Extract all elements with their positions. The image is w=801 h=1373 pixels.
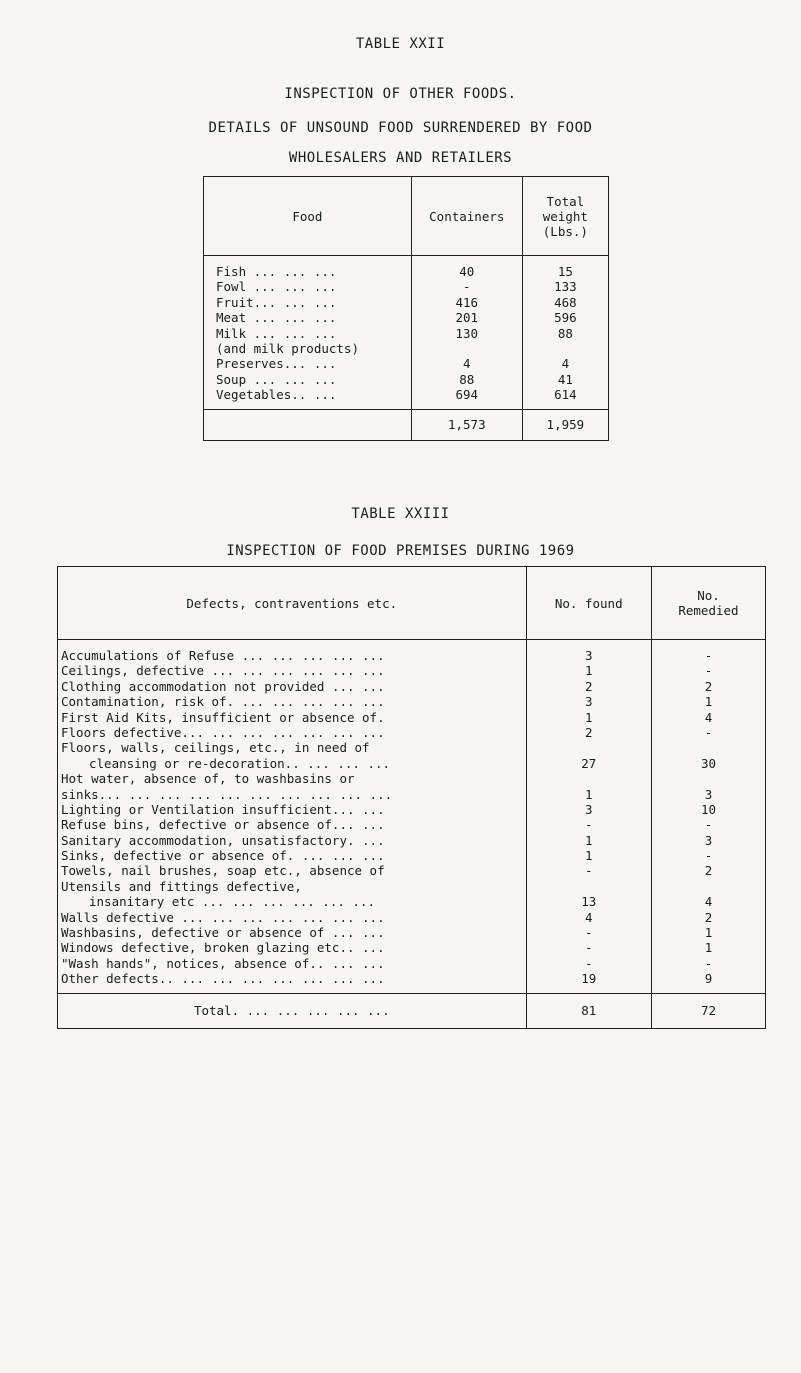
table23-subtitle: INSPECTION OF FOOD PREMISES DURING 1969 xyxy=(226,543,575,559)
remedied-column xyxy=(651,640,765,994)
table22-caption-line1: DETAILS OF UNSOUND FOOD SURRENDERED BY FOOD xyxy=(208,120,593,136)
found-cell: 2 xyxy=(584,724,593,740)
found-cell: - xyxy=(584,955,593,971)
table22-header-row xyxy=(204,177,609,256)
defect-cell: Ceilings, defective ... ... ... ... ... ... xyxy=(61,663,385,679)
defect-cell: Clothing accommodation not provided ... ... xyxy=(61,678,385,694)
defect-cell: Lighting or Ventilation insufficient... ... xyxy=(61,801,385,817)
header-no-remedied xyxy=(651,567,765,640)
weight-cell: 4 xyxy=(561,356,570,372)
table23-header-row xyxy=(58,567,766,640)
found-cell: 1 xyxy=(584,663,593,679)
containers-cell: 88 xyxy=(459,371,475,387)
remedied-cell xyxy=(652,771,765,786)
found-cell: 3 xyxy=(584,694,593,710)
food-cell: Preserves... ... xyxy=(216,356,337,372)
remedied-cell: 3 xyxy=(704,786,713,802)
remedied-cell: 2 xyxy=(704,909,713,925)
remedied-cell: - xyxy=(704,848,713,864)
header-no-remedied-line2: Remedied xyxy=(678,603,739,618)
weight-cell: 614 xyxy=(554,387,577,403)
found-cell: 1 xyxy=(584,832,593,848)
header-total-weight-line3: (Lbs.) xyxy=(542,223,588,239)
food-cell: Meat ... ... ... xyxy=(216,310,337,326)
defect-cell: Utensils and fittings defective, xyxy=(61,878,302,894)
defect-cell: "Wash hands", notices, absence of.. ... ... xyxy=(61,955,385,971)
containers-cell: 694 xyxy=(455,387,479,403)
remedied-cell: 4 xyxy=(704,894,713,910)
weight-cell: 596 xyxy=(554,310,577,326)
defect-cell: Refuse bins, defective or absence of... ... xyxy=(61,817,385,833)
remedied-cell: 10 xyxy=(700,801,716,817)
containers-cell: 40 xyxy=(459,264,475,279)
table22-subtitle: INSPECTION OF OTHER FOODS. xyxy=(284,86,517,102)
remedied-cell: - xyxy=(704,724,713,740)
containers-cell: 201 xyxy=(455,310,479,326)
total-weight: 1,959 xyxy=(522,409,608,440)
remedied-cell xyxy=(652,879,765,894)
remedied-cell: - xyxy=(704,648,713,663)
defect-cell: Walls defective ... ... ... ... ... ... ... xyxy=(61,909,385,925)
defect-cell: Hot water, absence of, to washbasins or xyxy=(61,771,355,787)
found-cell: - xyxy=(584,940,593,956)
containers-cell: - xyxy=(463,279,471,295)
containers-cell xyxy=(412,341,522,356)
food-cell: Milk ... ... ... xyxy=(216,325,337,341)
remedied-cell: - xyxy=(704,955,713,971)
weight-cell: 133 xyxy=(554,279,577,295)
header-total-weight xyxy=(522,177,608,256)
containers-column xyxy=(411,256,522,410)
header-no-found: No. found xyxy=(526,567,651,640)
remedied-cell: 3 xyxy=(704,832,713,848)
found-cell: 1 xyxy=(584,786,593,802)
found-cell: 27 xyxy=(581,755,597,771)
defect-cell: Accumulations of Refuse ... ... ... ... ... xyxy=(61,648,385,663)
found-column xyxy=(526,640,651,994)
food-cell: Fruit... ... ... xyxy=(216,294,337,310)
defect-cell: Floors, walls, ceilings, etc., in need of xyxy=(61,740,370,756)
food-column xyxy=(204,256,412,410)
header-no-remedied-line1: No. xyxy=(697,588,720,603)
food-cell: Fowl ... ... ... xyxy=(216,279,337,295)
header-total-weight-line2: weight xyxy=(542,208,588,224)
defect-cell: Windows defective, broken glazing etc.. ... xyxy=(61,940,385,956)
food-cell: Fish ... ... ... xyxy=(216,264,337,279)
food-premises-table xyxy=(57,566,766,1029)
defect-cell: First Aid Kits, insufficient or absence of. xyxy=(61,709,385,725)
found-cell: 2 xyxy=(584,678,593,694)
remedied-cell: 1 xyxy=(704,694,713,710)
found-cell: 1 xyxy=(584,709,593,725)
defect-cell: cleansing or re-decoration.. ... ... ... xyxy=(89,755,391,771)
defect-cell: Sinks, defective or absence of. ... ... ... xyxy=(61,848,385,864)
weight-cell: 15 xyxy=(557,264,573,279)
table23-body xyxy=(58,640,766,994)
total-label: Total. ... ... ... ... ... xyxy=(58,993,527,1028)
header-food: Food xyxy=(204,177,412,256)
food-cell: Vegetables.. ... xyxy=(216,387,337,403)
found-cell xyxy=(527,879,651,894)
total-label-blank xyxy=(204,409,412,440)
header-containers: Containers xyxy=(411,177,522,256)
table22-total-row xyxy=(204,409,609,440)
found-cell: - xyxy=(584,817,593,833)
remedied-cell: 1 xyxy=(704,940,713,956)
found-cell: 19 xyxy=(581,971,597,987)
remedied-cell: 9 xyxy=(704,971,713,987)
weight-cell: 468 xyxy=(554,294,577,310)
header-defects: Defects, contraventions etc. xyxy=(58,567,527,640)
found-cell: 4 xyxy=(584,909,593,925)
containers-cell: 130 xyxy=(455,325,479,341)
remedied-cell: 2 xyxy=(704,863,713,879)
weight-cell: 41 xyxy=(557,371,573,387)
defect-cell: insanitary etc ... ... ... ... ... ... xyxy=(89,894,375,910)
remedied-cell xyxy=(652,740,765,755)
found-cell xyxy=(527,771,651,786)
remedied-cell: 2 xyxy=(704,678,713,694)
table22-title: TABLE XXII xyxy=(355,36,446,52)
found-cell: - xyxy=(584,863,593,879)
total-remedied: 72 xyxy=(651,993,765,1028)
defects-column xyxy=(58,640,527,994)
found-cell: 1 xyxy=(584,848,593,864)
found-cell xyxy=(527,740,651,755)
defect-cell: Floors defective... ... ... ... ... ... ... xyxy=(61,724,385,740)
food-cell: Soup ... ... ... xyxy=(216,371,337,387)
food-cell: (and milk products) xyxy=(216,340,359,356)
table22-caption-line2: WHOLESALERS AND RETAILERS xyxy=(288,150,513,166)
containers-cell: 4 xyxy=(463,356,471,372)
table22-body xyxy=(204,256,609,410)
found-cell: - xyxy=(584,925,593,941)
defect-cell: Other defects.. ... ... ... ... ... ... ... xyxy=(61,971,385,987)
remedied-cell: 4 xyxy=(704,709,713,725)
defect-cell: Towels, nail brushes, soap etc., absence of xyxy=(61,863,385,879)
defect-cell: Washbasins, defective or absence of ... ... xyxy=(61,925,385,941)
table23-total-row xyxy=(58,993,766,1028)
unsound-food-table xyxy=(203,176,609,441)
remedied-cell: 1 xyxy=(704,925,713,941)
total-found: 81 xyxy=(526,993,651,1028)
weight-cell xyxy=(523,341,608,356)
table23-title: TABLE XXIII xyxy=(351,506,450,522)
found-cell: 3 xyxy=(584,801,593,817)
weight-cell: 88 xyxy=(557,325,573,341)
header-total-weight-line1: Total xyxy=(546,193,585,209)
found-cell: 3 xyxy=(584,648,593,663)
defect-cell: sinks... ... ... ... ... ... ... ... ... ... xyxy=(61,786,393,802)
total-containers: 1,573 xyxy=(411,409,522,440)
containers-cell: 416 xyxy=(455,294,479,310)
found-cell: 13 xyxy=(581,894,597,910)
remedied-cell: - xyxy=(704,663,713,679)
remedied-cell: 30 xyxy=(700,755,716,771)
defect-cell: Sanitary accommodation, unsatisfactory. ... xyxy=(61,832,385,848)
remedied-cell: - xyxy=(704,817,713,833)
defect-cell: Contamination, risk of. ... ... ... ... ... xyxy=(61,694,385,710)
weight-column xyxy=(522,256,608,410)
